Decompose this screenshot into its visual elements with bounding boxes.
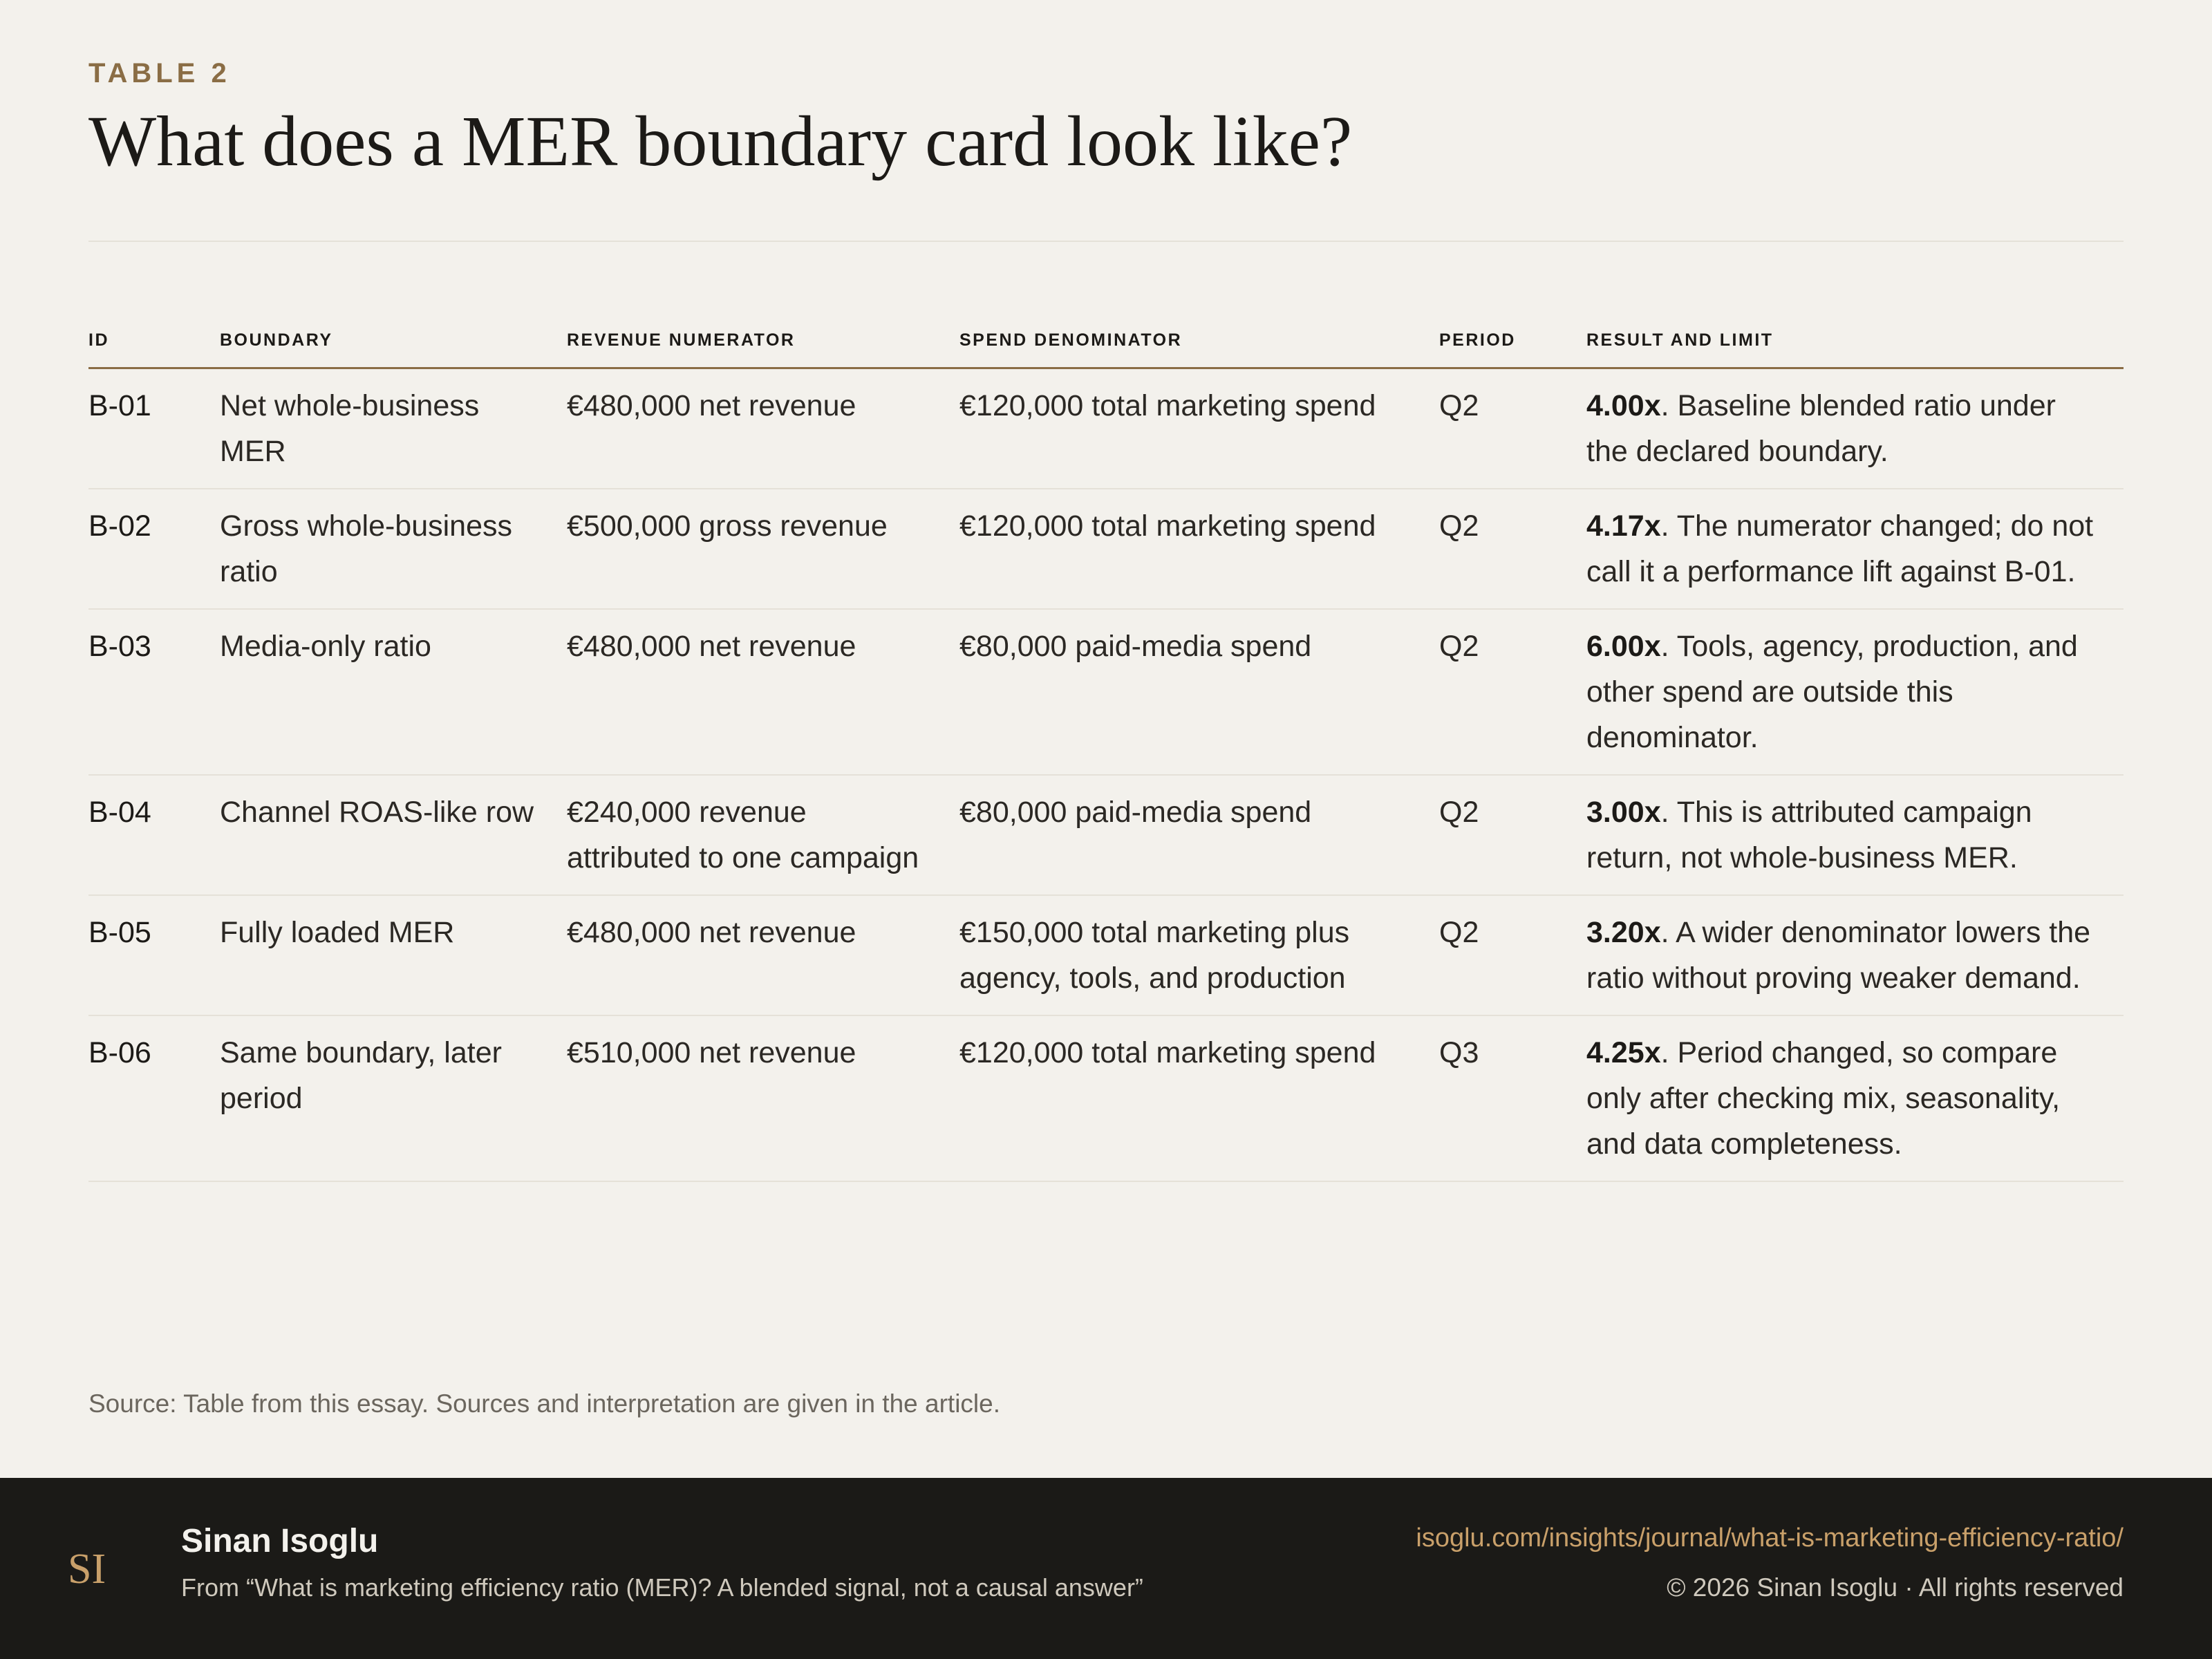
row-result [1586, 368, 2124, 489]
row-revenue: €480,000 net revenue [567, 895, 959, 1015]
divider [88, 241, 2124, 242]
row-note: . Period changed, so compare only after checking mix, seasonality, and data completeness. [1586, 1036, 2061, 1161]
row-note: . Baseline blended ratio under the declared boundary. [1586, 389, 2056, 468]
logo-icon [66, 1541, 118, 1595]
row-note: . The numerator changed; do not call it a performance lift against B-01. [1586, 509, 2094, 588]
row-boundary: Same boundary, later period [220, 1015, 567, 1181]
row-boundary: Gross whole-business ratio [220, 489, 567, 609]
table-row [88, 609, 2124, 775]
row-note: . Tools, agency, production, and other spend are outside this denominator. [1586, 630, 2078, 754]
page-title: What does a MER boundary card look like? [88, 102, 1353, 181]
row-result [1586, 1015, 2124, 1181]
row-revenue: €480,000 net revenue [567, 609, 959, 775]
row-boundary: Net whole-business MER [220, 368, 567, 489]
row-spend: €120,000 total marketing spend [959, 368, 1439, 489]
footer [0, 1478, 2212, 1659]
row-ratio: 6.00x [1586, 630, 1661, 663]
row-period: Q2 [1439, 895, 1586, 1015]
row-ratio: 3.20x [1586, 916, 1661, 949]
row-result [1586, 895, 2124, 1015]
row-period: Q2 [1439, 489, 1586, 609]
row-id: B-04 [88, 775, 220, 895]
copyright: © 2026 Sinan Isoglu · All rights reserved [1667, 1573, 2124, 1602]
row-period: Q2 [1439, 368, 1586, 489]
row-note: . A wider denominator lowers the ratio without proving weaker demand. [1586, 916, 2091, 995]
row-boundary: Fully loaded MER [220, 895, 567, 1015]
author-name: Sinan Isoglu [181, 1523, 379, 1559]
row-spend: €150,000 total marketing plus agency, tools, and production [959, 895, 1439, 1015]
table-row [88, 489, 2124, 609]
row-note: . This is attributed campaign return, not whole-business MER. [1586, 796, 2032, 874]
row-boundary: Media-only ratio [220, 609, 567, 775]
row-ratio: 4.25x [1586, 1036, 1661, 1069]
row-revenue: €240,000 revenue attributed to one campaign [567, 775, 959, 895]
column-header-result: RESULT AND LIMIT [1586, 330, 2124, 368]
row-id: B-02 [88, 489, 220, 609]
mer-boundary-table [88, 330, 2124, 1182]
column-header-spend: SPEND DENOMINATOR [959, 330, 1439, 368]
row-revenue: €500,000 gross revenue [567, 489, 959, 609]
row-result [1586, 775, 2124, 895]
table-row [88, 368, 2124, 489]
row-boundary: Channel ROAS-like row [220, 775, 567, 895]
row-spend: €120,000 total marketing spend [959, 489, 1439, 609]
row-ratio: 4.00x [1586, 389, 1661, 422]
table-eyebrow: TABLE 2 [88, 58, 231, 88]
column-header-id: ID [88, 330, 220, 368]
column-header-revenue: REVENUE NUMERATOR [567, 330, 959, 368]
table-row [88, 775, 2124, 895]
table-header-row [88, 330, 2124, 368]
row-id: B-05 [88, 895, 220, 1015]
row-result [1586, 609, 2124, 775]
column-header-period: PERIOD [1439, 330, 1586, 368]
row-revenue: €510,000 net revenue [567, 1015, 959, 1181]
row-period: Q2 [1439, 775, 1586, 895]
row-id: B-03 [88, 609, 220, 775]
row-period: Q2 [1439, 609, 1586, 775]
row-period: Q3 [1439, 1015, 1586, 1181]
column-header-boundary: BOUNDARY [220, 330, 567, 368]
row-revenue: €480,000 net revenue [567, 368, 959, 489]
row-ratio: 3.00x [1586, 796, 1661, 829]
article-link[interactable]: isoglu.com/insights/journal/what-is-marketing-efficiency-ratio/ [1416, 1524, 2124, 1553]
row-spend: €80,000 paid-media spend [959, 775, 1439, 895]
row-ratio: 4.17x [1586, 509, 1661, 543]
source-note: Source: Table from this essay. Sources and interpretation are given in the article. [88, 1389, 1000, 1418]
row-id: B-06 [88, 1015, 220, 1181]
row-spend: €120,000 total marketing spend [959, 1015, 1439, 1181]
row-spend: €80,000 paid-media spend [959, 609, 1439, 775]
article-reference: From “What is marketing efficiency ratio (MER)? A blended signal, not a causal answer” [181, 1573, 1143, 1602]
row-result [1586, 489, 2124, 609]
row-id: B-01 [88, 368, 220, 489]
table-row [88, 895, 2124, 1015]
logo-monogram: SI [68, 1546, 106, 1593]
table-row [88, 1015, 2124, 1181]
